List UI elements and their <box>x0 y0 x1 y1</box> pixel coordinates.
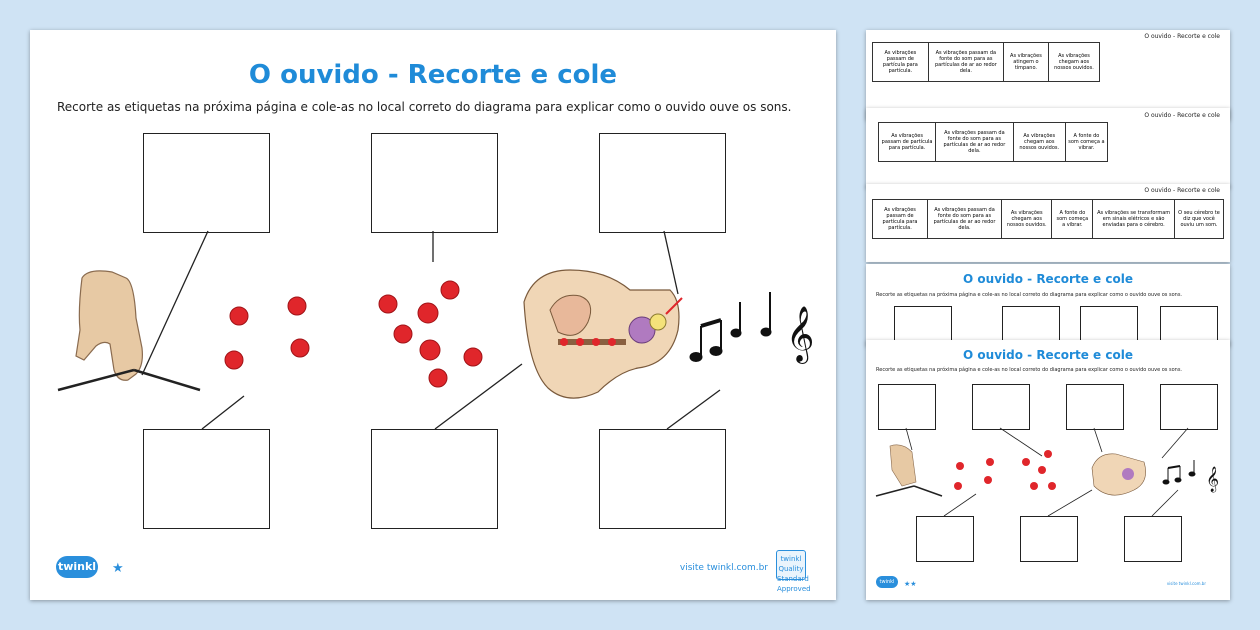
page-footer <box>30 540 836 600</box>
star-icon: ★ <box>112 561 124 576</box>
twinkl-logo: twinkl <box>56 556 98 578</box>
svg-text:𝄞: 𝄞 <box>1206 467 1220 492</box>
thumb-header: O ouvido - Recorte e cole <box>1144 112 1220 119</box>
worksheet-page <box>30 30 836 600</box>
thumb-worksheet-page-2 <box>866 340 1230 600</box>
thumb-label: As vibrações passam de partícula para partícula. <box>873 43 929 82</box>
thumb-label: As vibrações passam de partícula para partícula. <box>873 200 928 239</box>
thumb-label: As vibrações chegam aos nossos ouvidos. <box>1048 43 1099 82</box>
thumb-worksheet-page-1 <box>866 264 1230 346</box>
thumb-label: O seu cérebro te diz que você ouviu um som. <box>1174 200 1223 239</box>
music-notes-icon <box>690 292 814 364</box>
worksheet-instruction: Recorte as etiquetas na próxima página e cole-as no local correto do diagrama para explicar como o ouvido ouve os sons. <box>57 100 792 114</box>
thumb-label: A fonte do som começa a vibrar. <box>1052 200 1093 239</box>
thumb-title: O ouvido - Recorte e cole <box>963 272 1133 286</box>
thumb-label: As vibrações atingem o tímpano. <box>1003 43 1048 82</box>
thumb-star-icon: ★★ <box>904 580 917 588</box>
svg-text:𝄞: 𝄞 <box>786 306 815 362</box>
thumb-instruction: Recorte as etiquetas na próxima página e cole-as no local correto do diagrama para explicar como o ouvido ouve os sons. <box>876 292 1183 298</box>
thumb-labels-page-1 <box>866 30 1230 120</box>
thumb-footer-url: visite twinkl.com.br <box>1166 581 1206 586</box>
thumb-label: As vibrações se transformam em sinais elétricos e são enviadas para o cérebro. <box>1093 200 1175 239</box>
thumb-label: As vibrações passam de partícula para partícula. <box>879 123 936 162</box>
air-particles-icon <box>225 297 309 369</box>
worksheet-title: O ouvido - Recorte e cole <box>248 60 618 90</box>
thumb-labels-page-2 <box>866 108 1230 188</box>
footer-url[interactable]: visite twinkl.com.br <box>679 563 768 573</box>
quality-badge: twinkl Quality Standard Approved <box>776 550 806 580</box>
thumb-labels-page-3 <box>866 184 1230 262</box>
ear-cross-section-icon <box>524 270 682 398</box>
thumb-header: O ouvido - Recorte e cole <box>1144 187 1220 194</box>
thumb-instruction: Recorte as etiquetas na próxima página e cole-as no local correto do diagrama para explicar como o ouvido ouve os sons. <box>876 367 1183 373</box>
thumb-title: O ouvido - Recorte e cole <box>963 348 1133 362</box>
thumb-label: A fonte do som começa a vibrar. <box>1065 123 1107 162</box>
thumb-label: As vibrações passam da fonte do som para as partículas de ar ao redor dela. <box>936 123 1014 162</box>
hand-plucking-icon <box>58 271 200 390</box>
thumb-label: As vibrações chegam aos nossos ouvidos. <box>1001 200 1051 239</box>
thumb-box <box>894 306 952 344</box>
thumb-header: O ouvido - Recorte e cole <box>1144 33 1220 40</box>
thumb-diagram <box>866 340 1230 600</box>
thumb-label: As vibrações passam da fonte do som para as partículas de ar ao redor dela. <box>928 43 1003 82</box>
thumb-label: As vibrações passam da fonte do som para as partículas de ar ao redor dela. <box>928 200 1002 239</box>
thumb-box <box>1160 306 1218 344</box>
thumb-label: As vibrações chegam aos nossos ouvidos. <box>1013 123 1065 162</box>
thumb-box <box>1002 306 1060 344</box>
thumb-twinkl-logo: twinkl <box>876 576 898 588</box>
diagram-illustration <box>30 30 836 600</box>
thumb-box <box>1080 306 1138 344</box>
vibrating-particles-icon <box>379 281 482 387</box>
